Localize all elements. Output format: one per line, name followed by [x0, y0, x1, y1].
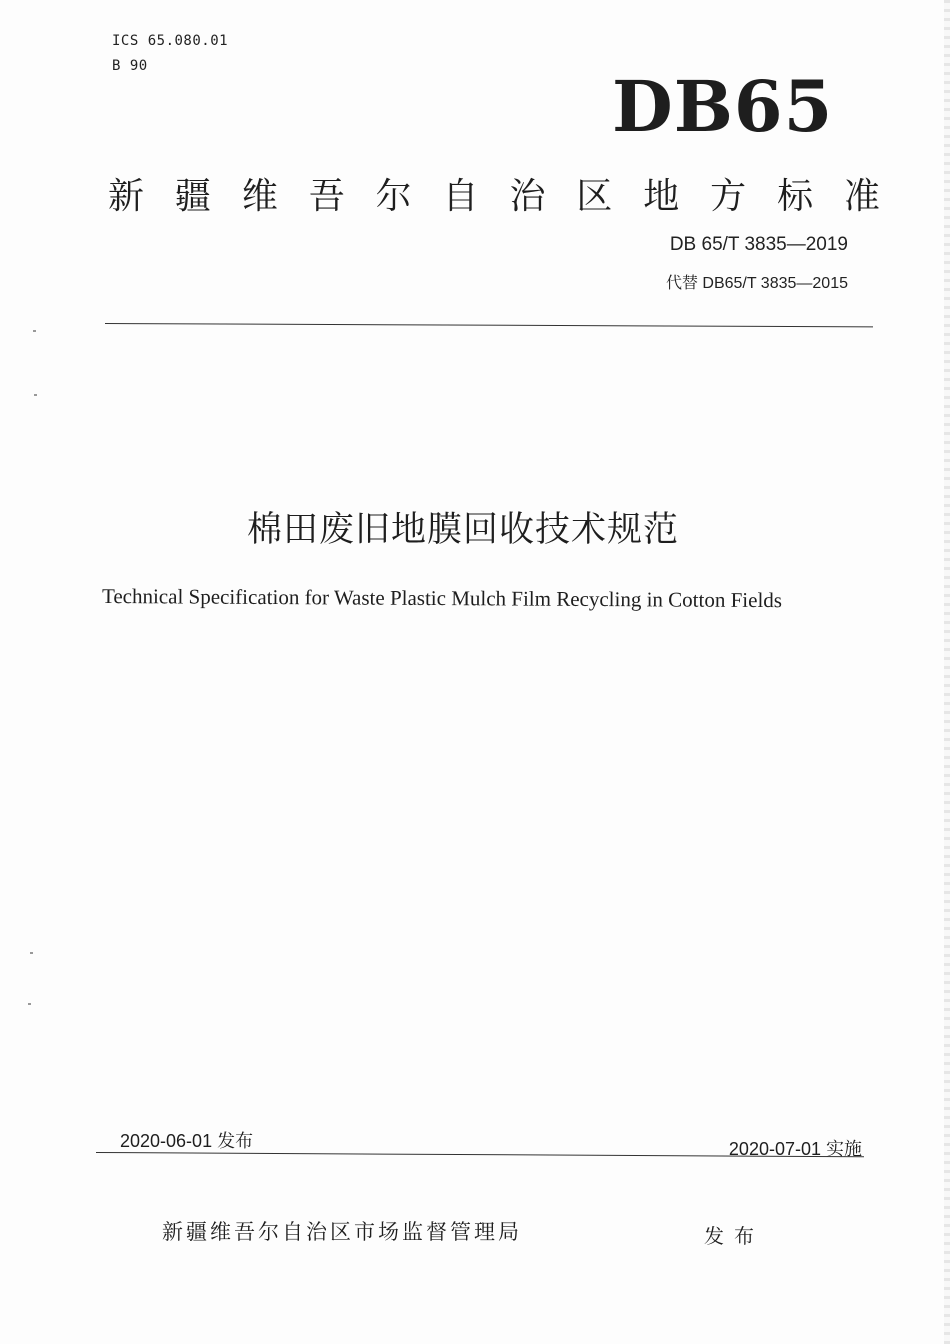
top-divider	[105, 323, 873, 327]
standard-type-char: 新	[108, 176, 145, 217]
standard-type-char: 区	[576, 176, 613, 217]
scan-speck	[33, 330, 36, 332]
standard-code: DB 65/T 3835—2019	[669, 234, 848, 255]
publish-date: 2020-06-01 发布	[120, 1131, 254, 1151]
scan-speck	[30, 952, 33, 954]
standard-type-char: 疆	[174, 176, 211, 217]
standard-type-heading	[108, 168, 880, 219]
db65-logo: DB65	[612, 65, 834, 148]
standard-type-char: 方	[710, 176, 747, 217]
standard-type-char: 准	[843, 176, 880, 217]
standard-type-char: 地	[643, 176, 680, 217]
title-english: Technical Specification for Waste Plastic Mulch Film Recycling in Cotton Fields	[101, 584, 783, 613]
standard-type-char: 维	[241, 176, 278, 217]
ccs-code: B 90	[112, 58, 148, 74]
scan-edge-artifact	[944, 0, 950, 1344]
standard-type-char: 尔	[375, 176, 412, 217]
issue-label: 发布	[704, 1224, 764, 1248]
scan-speck	[28, 1003, 31, 1005]
standard-type-char: 吾	[308, 176, 345, 217]
issuing-authority: 新疆维吾尔自治区市场监督管理局	[162, 1220, 522, 1244]
implement-date: 2020-07-01 实施	[728, 1139, 862, 1159]
scan-speck	[34, 394, 37, 396]
title-chinese: 棉田废旧地膜回收技术规范	[246, 510, 679, 550]
ics-code: ICS 65.080.01	[112, 33, 229, 49]
standard-type-char: 自	[442, 176, 479, 217]
standard-type-char: 标	[777, 176, 814, 217]
standard-type-char: 治	[509, 176, 546, 217]
replaces-standard: 代替 DB65/T 3835—2015	[665, 275, 848, 292]
